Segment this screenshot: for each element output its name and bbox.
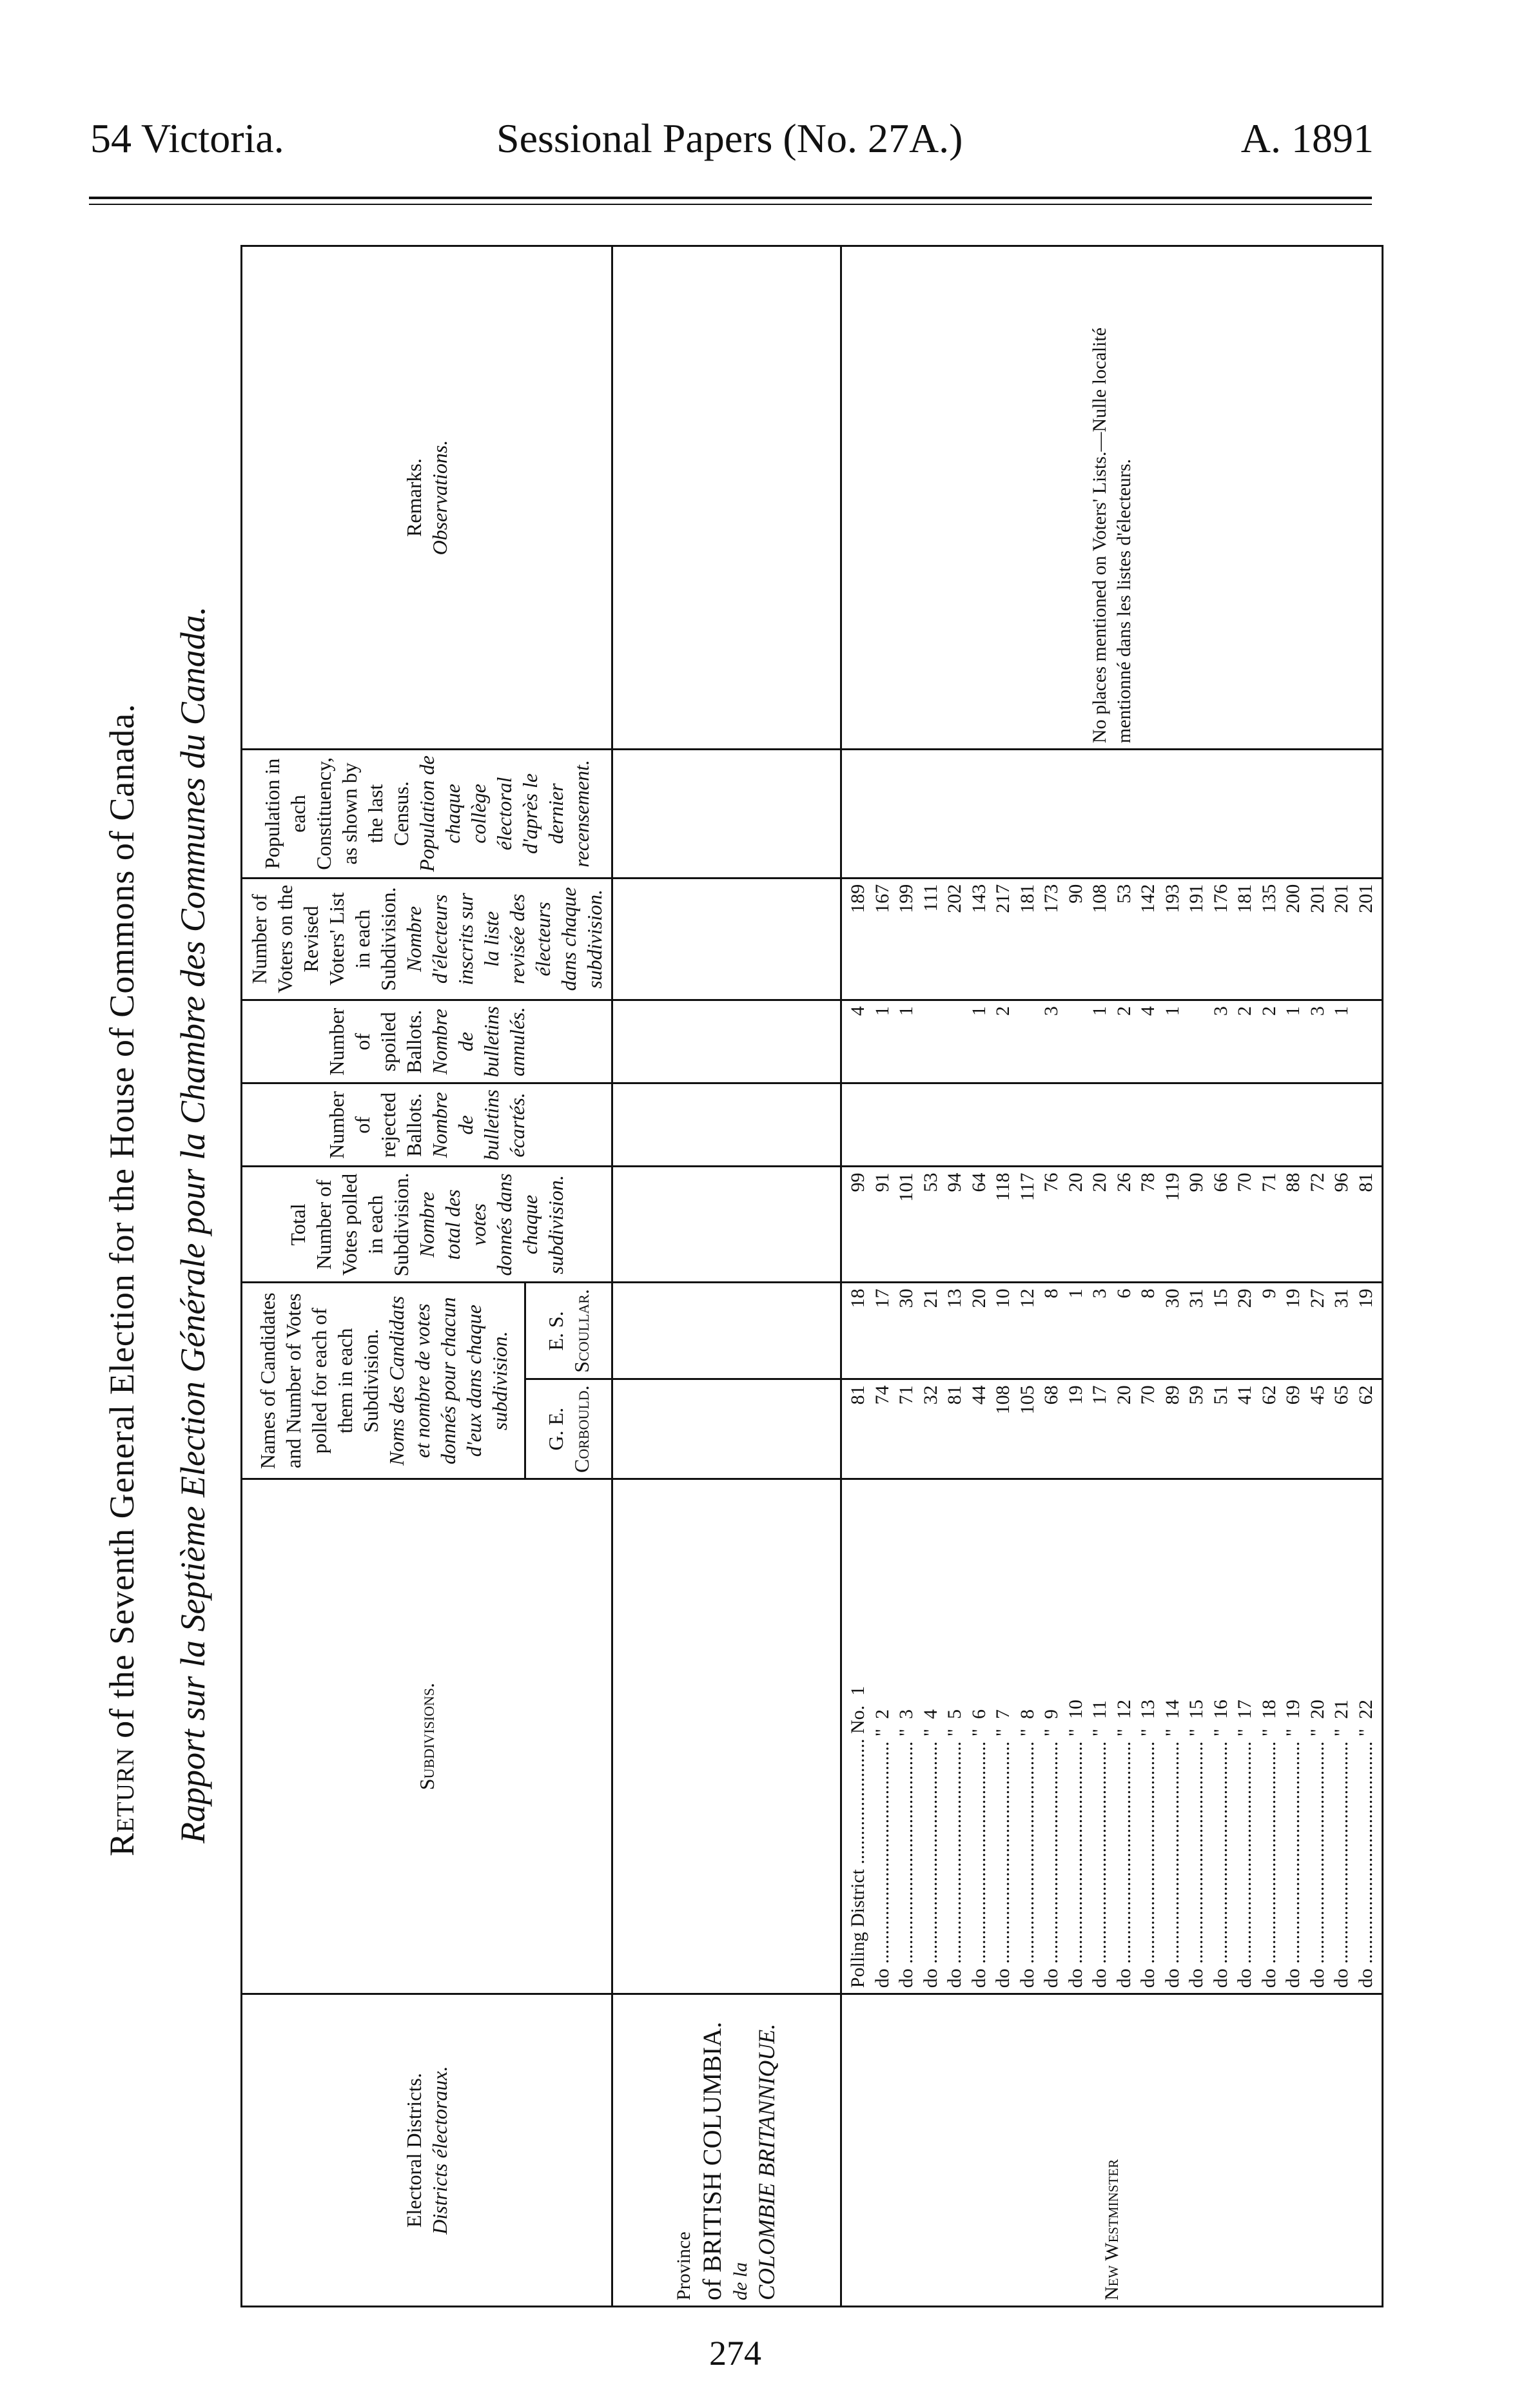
total-value: 117 (1016, 1172, 1038, 1201)
subdivision-row: do .............................................. " 4 (919, 1709, 941, 1988)
rejected-value (919, 1089, 943, 1160)
rejected-value (1184, 1089, 1209, 1160)
province-name-fr-de: de la (729, 2262, 751, 2300)
title-french: Rapport sur la Septième Election Générale pour la Chambre des Communes du Canada. (173, 606, 212, 1843)
province-name-en: of BRITISH COLUMBIA. (697, 2021, 727, 2300)
rejected-value (1088, 1089, 1112, 1160)
total-value: 78 (1137, 1172, 1159, 1192)
total-value: 91 (871, 1172, 893, 1192)
voters-value: 217 (992, 884, 1013, 913)
voters-value: 201 (1354, 884, 1376, 913)
subdivision-row: do .............................................. " 21 (1331, 1699, 1352, 1988)
scoullar-value: 1 (1064, 1288, 1086, 1299)
scoullar-value: 15 (1209, 1288, 1231, 1308)
corbould-value: 44 (968, 1385, 990, 1405)
subdivision-row: do .............................................. " 14 (1161, 1699, 1183, 1988)
subdivision-row: do .............................................. " 19 (1282, 1699, 1304, 1988)
scoullar-value: 13 (944, 1288, 965, 1308)
voters-value: 135 (1258, 884, 1280, 913)
subdivision-row: do .............................................. " 6 (968, 1709, 990, 1988)
col-total-votes-fr: Nombre total des votes donnés dans chaque subdivision. (415, 1173, 567, 1276)
rejected-value (1015, 1089, 1040, 1160)
header-sessional-papers: Sessional Papers (No. 27A.) (496, 115, 963, 161)
corbould-value: 74 (871, 1385, 893, 1405)
subdivision-row: Polling District .......................... No. 1 (847, 1685, 868, 1988)
spoiled-value (1354, 1006, 1378, 1077)
voters-value: 193 (1161, 884, 1183, 913)
rejected-value (967, 1089, 992, 1160)
corbould-value: 51 (1209, 1385, 1231, 1405)
rejected-value (894, 1089, 919, 1160)
total-value: 53 (919, 1172, 941, 1192)
col-total-votes-en: Total Number of Votes polled in each Subdivision. (286, 1172, 413, 1277)
rejected-value (1039, 1089, 1064, 1160)
col-rejected-ballots-fr: Nombre de bulletins écartés. (428, 1089, 529, 1161)
scoullar-value: 8 (1041, 1288, 1062, 1299)
spoiled-value: 1 (871, 1006, 893, 1016)
voters-value: 199 (895, 884, 917, 913)
rejected-value (1064, 1089, 1088, 1160)
spoiled-value: 1 (895, 1006, 917, 1016)
scoullar-votes (841, 1283, 1383, 1379)
voters-on-list (841, 878, 1383, 1000)
remarks-note: No places mentioned on Voters' Lists.—Nulle localité mentionné dans les listes d'électeurs. (841, 246, 1383, 750)
col-spoiled-ballots (242, 1000, 612, 1083)
scoullar-value: 3 (1089, 1288, 1110, 1299)
scoullar-value: 19 (1282, 1288, 1304, 1308)
subdivision-row: do .............................................. " 8 (1016, 1709, 1038, 1988)
voters-value: 200 (1282, 884, 1304, 913)
rejected-ballots (841, 1083, 1383, 1167)
scoullar-value: 18 (847, 1288, 868, 1308)
scoullar-value: 31 (1331, 1288, 1352, 1308)
total-value: 119 (1161, 1172, 1183, 1201)
scoullar-value: 17 (871, 1288, 893, 1308)
spoiled-value (1015, 1006, 1040, 1077)
col-spoiled-ballots-en: Number of spoiled Ballots. (325, 1007, 425, 1076)
col-electoral-districts (242, 1994, 612, 2307)
rejected-value (991, 1089, 1015, 1160)
col-total-votes (242, 1167, 612, 1283)
subdivision-row: do .............................................. " 11 (1089, 1700, 1110, 1988)
total-value: 90 (1186, 1172, 1207, 1192)
header-volume: 54 Victoria. (90, 115, 284, 161)
total-value: 94 (944, 1172, 965, 1192)
subdivision-row: do .............................................. " 17 (1234, 1699, 1255, 1988)
subdivision-row: do .............................................. " 5 (944, 1709, 965, 1988)
scoullar-value: 10 (992, 1288, 1013, 1308)
total-value: 76 (1041, 1172, 1062, 1192)
voters-value: 142 (1137, 884, 1159, 913)
total-value: 88 (1282, 1172, 1304, 1192)
rejected-value (1354, 1089, 1378, 1160)
spoiled-value: 1 (1089, 1006, 1110, 1016)
spoiled-value: 4 (1137, 1006, 1159, 1016)
scoullar-value: 8 (1137, 1288, 1159, 1299)
subdivision-row: do .............................................. " 12 (1113, 1699, 1135, 1988)
voters-value: 111 (919, 884, 941, 912)
title-english-first-word: Return (103, 1747, 141, 1856)
header-rule-bottom (89, 204, 1372, 205)
subdivision-row: do .............................................. " 2 (871, 1709, 893, 1988)
spoiled-value: 3 (1306, 1006, 1328, 1016)
col-remarks-fr: Observations. (428, 440, 451, 556)
col-candidates-fr: Noms des Candidats et nombre de votes donnés pour chacun d'eux dans chaque subdivision. (384, 1296, 511, 1466)
col-remarks (242, 246, 612, 750)
voters-value: 53 (1113, 884, 1135, 904)
scoullar-value: 27 (1306, 1288, 1328, 1308)
rejected-value (1233, 1089, 1257, 1160)
corbould-value: 62 (1258, 1385, 1280, 1405)
spoiled-value (1184, 1006, 1209, 1077)
rejected-value (1209, 1089, 1233, 1160)
rotated-table-region (89, 226, 1376, 2372)
province-cell (612, 1994, 841, 2307)
total-value: 66 (1209, 1172, 1231, 1192)
corbould-value: 81 (847, 1385, 868, 1405)
corbould-value: 108 (992, 1385, 1013, 1415)
col-electoral-districts-en: Electoral Districts. (402, 2073, 425, 2228)
rejected-value (943, 1089, 967, 1160)
col-voters-on-list-fr: Nombre d'électeurs inscrits sur la liste revisée des électeurs dans chaque subdivision. (402, 887, 606, 991)
page-number: 274 (709, 2334, 761, 2373)
spoiled-ballots (841, 1000, 1383, 1083)
scoullar-value: 19 (1354, 1288, 1376, 1308)
voters-value: 181 (1016, 884, 1038, 913)
total-value: 64 (968, 1172, 990, 1192)
col-population-en: Population in each Constituency, as shown by the last Census. (260, 757, 413, 870)
total-value: 20 (1064, 1172, 1086, 1192)
corbould-votes (841, 1379, 1383, 1479)
rejected-value (1257, 1089, 1282, 1160)
subdivision-row: do .............................................. " 13 (1137, 1699, 1159, 1988)
total-votes (841, 1167, 1383, 1283)
corbould-value: 62 (1354, 1385, 1376, 1405)
col-rejected-ballots (242, 1083, 612, 1167)
voters-value: 189 (847, 884, 868, 913)
total-value: 99 (847, 1172, 868, 1192)
corbould-value: 81 (944, 1385, 965, 1405)
voters-value: 173 (1041, 884, 1062, 913)
scoullar-value: 30 (1161, 1288, 1183, 1308)
total-value: 20 (1089, 1172, 1110, 1192)
total-value: 81 (1354, 1172, 1376, 1192)
spoiled-value: 1 (1282, 1006, 1304, 1016)
voters-value: 167 (871, 884, 893, 913)
voters-value: 201 (1306, 884, 1328, 913)
candidate-corbould: G. E. Corbould. (525, 1379, 612, 1479)
corbould-value: 32 (919, 1385, 941, 1405)
candidate-scoullar: E. S. Scoullar. (525, 1283, 612, 1379)
rejected-value (1305, 1089, 1330, 1160)
scoullar-value: 12 (1016, 1288, 1038, 1308)
header-rule-top (89, 197, 1372, 199)
subdivision-row: do .............................................. " 22 (1354, 1699, 1376, 1988)
scoullar-value: 29 (1234, 1288, 1255, 1308)
total-value: 72 (1306, 1172, 1328, 1192)
voters-value: 191 (1186, 884, 1207, 913)
spoiled-value: 1 (1161, 1006, 1183, 1016)
rejected-value (1329, 1089, 1354, 1160)
spoiled-value (1064, 1006, 1088, 1077)
spoiled-value: 2 (992, 1006, 1013, 1016)
subdivision-list (841, 1479, 1383, 1994)
corbould-value: 17 (1089, 1385, 1110, 1405)
col-electoral-districts-fr: Districts électoraux. (428, 2066, 451, 2235)
voters-value: 143 (968, 884, 990, 913)
col-population (242, 750, 612, 879)
col-spoiled-ballots-fr: Nombre de bulletins annulés. (428, 1006, 529, 1078)
province-label: Province (673, 2231, 694, 2300)
population (841, 750, 1383, 879)
spoiled-value: 3 (1209, 1006, 1231, 1016)
title-english (102, 703, 142, 1856)
scoullar-value: 31 (1186, 1288, 1207, 1308)
spoiled-value: 4 (847, 1006, 868, 1016)
spoiled-value: 2 (1113, 1006, 1135, 1016)
total-value: 96 (1331, 1172, 1352, 1192)
spoiled-value: 2 (1234, 1006, 1255, 1016)
corbould-value: 70 (1137, 1385, 1159, 1405)
voters-value: 202 (944, 884, 965, 913)
col-remarks-en: Remarks. (402, 458, 425, 537)
col-subdivisions: Subdivisions. (242, 1479, 612, 1994)
rejected-value (1136, 1089, 1160, 1160)
scoullar-value: 9 (1258, 1288, 1280, 1299)
voters-value: 176 (1209, 884, 1231, 913)
corbould-value: 20 (1113, 1385, 1135, 1405)
total-value: 26 (1113, 1172, 1135, 1192)
col-candidates (242, 1283, 525, 1479)
corbould-value: 19 (1064, 1385, 1086, 1405)
spoiled-value: 3 (1041, 1006, 1062, 1016)
rejected-value (870, 1089, 895, 1160)
province-name-fr: COLOMBIE BRITANNIQUE. (754, 2023, 779, 2300)
col-rejected-ballots-en: Number of rejected Ballots. (325, 1091, 425, 1159)
spoiled-value (919, 1006, 943, 1077)
col-population-fr: Population de chaque collège électoral d'après le dernier recensement. (415, 755, 593, 872)
subdivision-row: do .............................................. " 7 (992, 1709, 1013, 1988)
corbould-value: 41 (1234, 1385, 1255, 1405)
corbould-value: 68 (1041, 1385, 1062, 1405)
corbould-value: 105 (1016, 1385, 1038, 1415)
total-value: 71 (1258, 1172, 1280, 1192)
corbould-value: 69 (1282, 1385, 1304, 1405)
subdivision-row: do .............................................. " 9 (1041, 1709, 1062, 1988)
scoullar-value: 6 (1113, 1288, 1135, 1299)
corbould-value: 45 (1306, 1385, 1328, 1405)
col-voters-on-list (242, 878, 612, 1000)
subdivision-row: do .............................................. " 10 (1064, 1699, 1086, 1988)
spoiled-value: 1 (968, 1006, 990, 1016)
scoullar-value: 30 (895, 1288, 917, 1308)
subdivision-row: do .............................................. " 18 (1258, 1699, 1280, 1988)
voters-value: 181 (1234, 884, 1255, 913)
corbould-value: 71 (895, 1385, 917, 1405)
voters-value: 108 (1089, 884, 1110, 913)
spoiled-value: 1 (1331, 1006, 1352, 1016)
subdivision-row: do .............................................. " 20 (1306, 1699, 1328, 1988)
header-year: A. 1891 (1240, 115, 1374, 161)
spoiled-value (943, 1006, 967, 1077)
subdivision-row: do .............................................. " 3 (895, 1709, 917, 1988)
col-voters-on-list-en: Number of Voters on the Revised Voters' List in each Subdivision. (248, 884, 400, 994)
rejected-value (1112, 1089, 1137, 1160)
district-name: New Westminster (841, 1994, 1383, 2307)
election-return-table (240, 245, 1383, 2307)
corbould-value: 59 (1186, 1385, 1207, 1405)
corbould-value: 89 (1161, 1385, 1183, 1405)
col-candidates-en: Names of Candidates and Number of Votes polled for each of them in each Subdivision. (255, 1292, 382, 1470)
spoiled-value: 2 (1258, 1006, 1280, 1016)
total-value: 70 (1234, 1172, 1255, 1192)
rejected-value (1160, 1089, 1185, 1160)
voters-value: 201 (1331, 884, 1352, 913)
total-value: 101 (895, 1172, 917, 1202)
voters-value: 90 (1064, 884, 1086, 904)
scoullar-value: 20 (968, 1288, 990, 1308)
total-value: 118 (992, 1172, 1013, 1201)
corbould-value: 65 (1331, 1385, 1352, 1405)
rejected-value (846, 1089, 870, 1160)
subdivision-row: do .............................................. " 16 (1209, 1699, 1231, 1988)
scoullar-value: 21 (919, 1288, 941, 1308)
rejected-value (1281, 1089, 1305, 1160)
title-english-rest: of the Seventh General Election for the House of Commons of Canada. (103, 703, 141, 1748)
subdivision-row: do .............................................. " 15 (1186, 1699, 1207, 1988)
